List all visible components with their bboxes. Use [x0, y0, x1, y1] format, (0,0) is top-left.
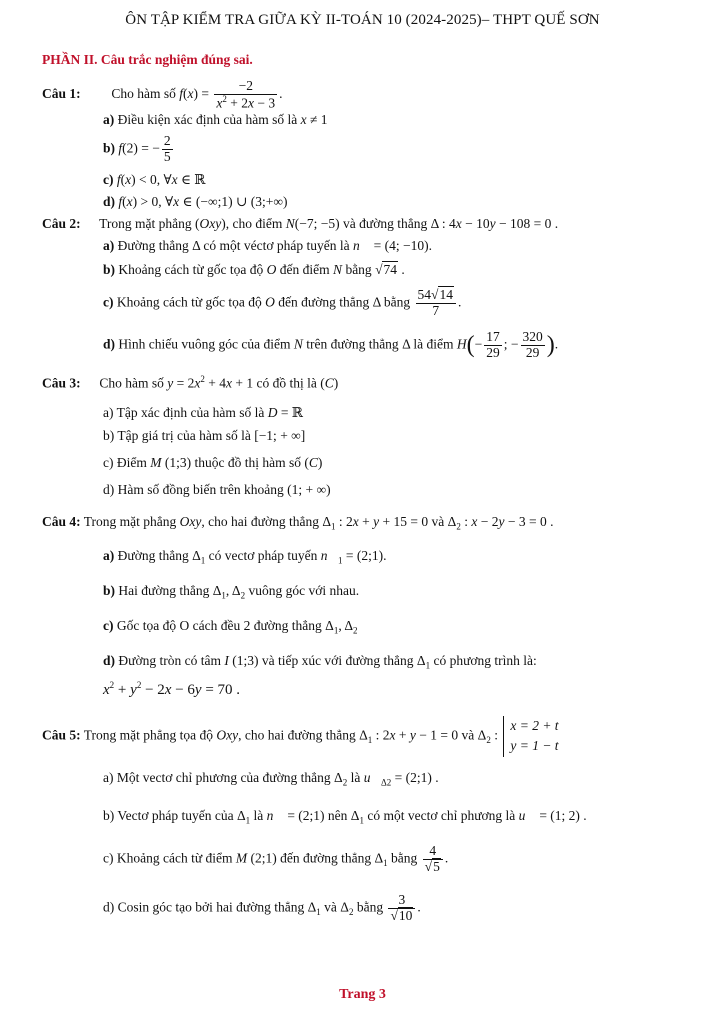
q1-option-d: d) f(x) > 0, ∀x ∈ (−∞;1) ∪ (3;+∞) — [103, 194, 288, 209]
part-title: PHẦN II. Câu trắc nghiệm đúng sai. — [42, 52, 253, 67]
q4-equation: $x^2 + y^2 - 2x - 6y = 70$ . — [103, 680, 241, 698]
q5-option-d: d) Cosin góc tạo bởi hai đường thẳng $\Delta_1$ và $\Delta_2$ bằng $\frac{3}{√10}$ . — [103, 892, 421, 923]
q2-option-c: c) Khoảng cách từ gốc tọa độ O đến đường thẳng Δ bằng $\frac{54√14}{7}$ . — [103, 287, 462, 318]
q2-option-d: d) Hình chiếu vuông góc của điểm N trên đường thẳng Δ là điểm H(− $\frac{17}{29}$ ; − $\frac{320}{29}$ ). — [103, 329, 559, 360]
q4-option-a: a) Đường thẳng $\Delta_1$ có vectơ pháp tuyến $n⃗_1$ = (2;1). — [103, 548, 387, 566]
q3-option-a: a) Tập xác định của hàm số là D = ℝ — [103, 405, 304, 420]
q4-option-d: d) Đường tròn có tâm I (1;3) và tiếp xúc với đường thẳng $\Delta_1$ có phương trình là: — [103, 653, 537, 671]
question-3-stem: Câu 3: Cho hàm số $y = 2x^2 + 4x + 1$ có đồ thị là (C) — [42, 374, 339, 391]
q1-option-a: a) Điều kiện xác định của hàm số là x ≠ 1 — [103, 112, 328, 127]
q1-option-b: b) f(2) = − $\frac{2}{5}$ — [103, 133, 171, 164]
question-1-stem: Câu 1: Cho hàm số f(x) = $\frac{-2}{x^2 + 2x - 3}$ . — [42, 78, 283, 111]
q4-option-b: b) Hai đường thẳng $\Delta_1$, $\Delta_2$ vuông góc với nhau. — [103, 583, 360, 601]
q2-option-b: b) Khoảng cách từ gốc tọa độ O đến điểm N bằng √74 . — [103, 262, 405, 277]
fraction: $\frac{-2}{x^2 + 2x - 3}$ — [216, 78, 276, 111]
q3-option-c: c) Điểm M (1;3) thuộc đồ thị hàm số (C) — [103, 455, 323, 470]
question-5-stem: Câu 5: Trong mặt phẳng tọa độ Oxy, cho hai đường thẳng $\Delta_1$ : 2x + y − 1 = 0 và $\Delta_2$ : x = 2 + t y = 1 − t — [42, 716, 559, 757]
page-number: Trang 3 — [339, 987, 386, 1002]
q3-option-b: b) Tập giá trị của hàm số là [−1; + ∞] — [103, 428, 306, 443]
question-label: Câu 1: — [42, 86, 81, 102]
q3-option-d: d) Hàm số đồng biến trên khoảng (1; + ∞) — [103, 482, 331, 497]
question-2-stem: Câu 2: Trong mặt phẳng (Oxy), cho điểm N(−7; −5) và đường thẳng Δ : 4x − 10y − 108 = 0 . — [42, 216, 559, 231]
page-header: ÔN TẬP KIỂM TRA GIỮA KỲ II-TOÁN 10 (2024-2025)– THPT QUẾ SƠN — [125, 12, 600, 28]
parametric-system: x = 2 + t y = 1 − t — [503, 716, 558, 757]
q5-option-c: c) Khoảng cách từ điểm M (2;1) đến đường thẳng $\Delta_1$ bằng $\frac{4}{√5}$ . — [103, 843, 449, 874]
q4-option-c: c) Gốc tọa độ O cách đều 2 đường thẳng $\Delta_1$, $\Delta_2$ — [103, 618, 358, 636]
q1-option-c: c) f(x) < 0, ∀x ∈ ℝ — [103, 172, 206, 187]
q2-option-a: a) Đường thẳng Δ có một véctơ pháp tuyến là n⃗ = (4; −10). — [103, 238, 432, 253]
question-4-stem: Câu 4: Trong mặt phẳng Oxy, cho hai đường thẳng $\Delta_1$ : 2x + y + 15 = 0 và $\Delta_2$ : x − 2y − 3 = 0 . — [42, 514, 554, 532]
q5-option-a: a) Một vectơ chỉ phương của đường thẳng $\Delta_2$ là $u⃗_{\Delta 2}$ = (2;1) . — [103, 770, 439, 788]
q5-option-b: b) Vectơ pháp tuyến của $\Delta_1$ là n⃗ = (2;1) nên $\Delta_1$ có một vectơ chỉ phương là u⃗ = (1; 2) . — [103, 808, 587, 826]
